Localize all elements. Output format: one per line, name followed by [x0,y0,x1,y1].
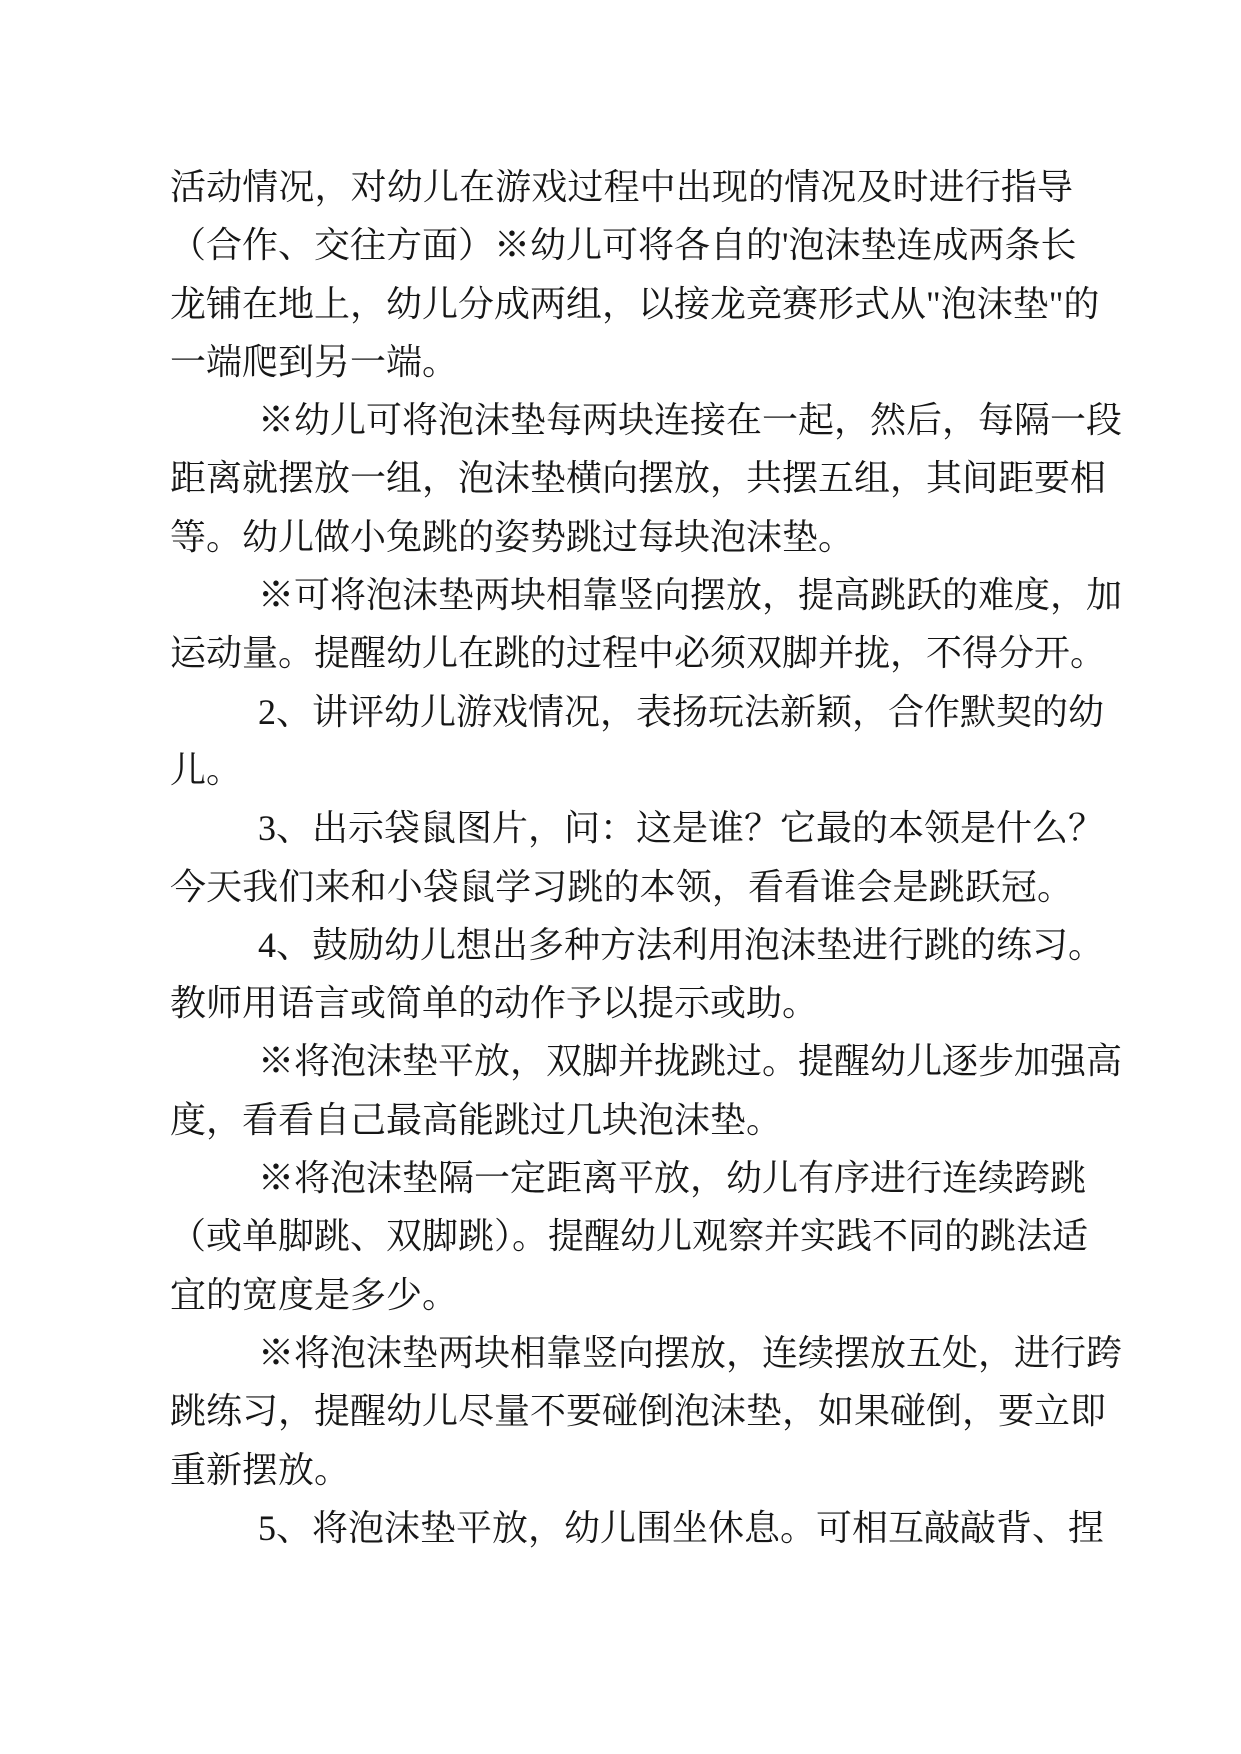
text-line: 一端爬到另一端。 [170,341,459,382]
text-line: 3、出示袋鼠图片，问：这是谁？它最的本领是什么？ [258,808,1105,849]
text-line: 度，看看自己最高能跳过几块泡沫垫。 [170,1099,783,1140]
text-line: 跳练习，提醒幼儿尽量不要碰倒泡沫垫，如果碰倒，要立即 [170,1391,1107,1432]
text-line: 5、将泡沫垫平放，幼儿围坐休息。可相互敲敲背、捏 [258,1507,1105,1548]
text-line: ※可将泡沫垫两块相靠竖向摆放，提高跳跃的难度，加 [258,575,1123,616]
text-line: 重新摆放。 [170,1449,351,1490]
text-line: ※幼儿可将泡沫垫每两块连接在一起，然后，每隔一段 [258,400,1123,441]
text-line: 教师用语言或简单的动作予以提示或助。 [170,983,819,1024]
text-line: ※将泡沫垫隔一定距离平放，幼儿有序进行连续跨跳 [258,1158,1087,1199]
text-line: ※将泡沫垫平放，双脚并拢跳过。提醒幼儿逐步加强高 [258,1041,1123,1082]
text-line: 今天我们来和小袋鼠学习跳的本领，看看谁会是跳跃冠。 [170,866,1073,907]
text-line: ※将泡沫垫两块相靠竖向摆放，连续摆放五处，进行跨 [258,1332,1123,1373]
text-line: 距离就摆放一组，泡沫垫横向摆放，共摆五组，其间距要相 [170,458,1107,499]
text-line: 4、鼓励幼儿想出多种方法利用泡沫垫进行跳的练习。 [258,924,1105,965]
text-line: 活动情况，对幼儿在游戏过程中出现的情况及时进行指导 [170,167,1073,207]
text-line: 宜的宽度是多少。 [170,1274,459,1315]
text-line: （合作、交往方面）※幼儿可将各自的'泡沫垫连成两条长 [170,225,1077,266]
text-line: 龙铺在地上，幼儿分成两组，以接龙竞赛形式从"泡沫垫"的 [170,283,1100,324]
text-line: 等。幼儿做小兔跳的姿势跳过每块泡沫垫。 [170,516,855,557]
text-line: 儿。 [170,749,243,790]
text-line: 2、讲评幼儿游戏情况，表扬玩法新颖，合作默契的幼 [258,691,1105,732]
document-body [170,158,1123,1557]
text-line: （或单脚跳、双脚跳）。提醒幼儿观察并实践不同的跳法适 [170,1216,1089,1257]
text-line: 运动量。提醒幼儿在跳的过程中必须双脚并拢，不得分开。 [170,633,1107,674]
